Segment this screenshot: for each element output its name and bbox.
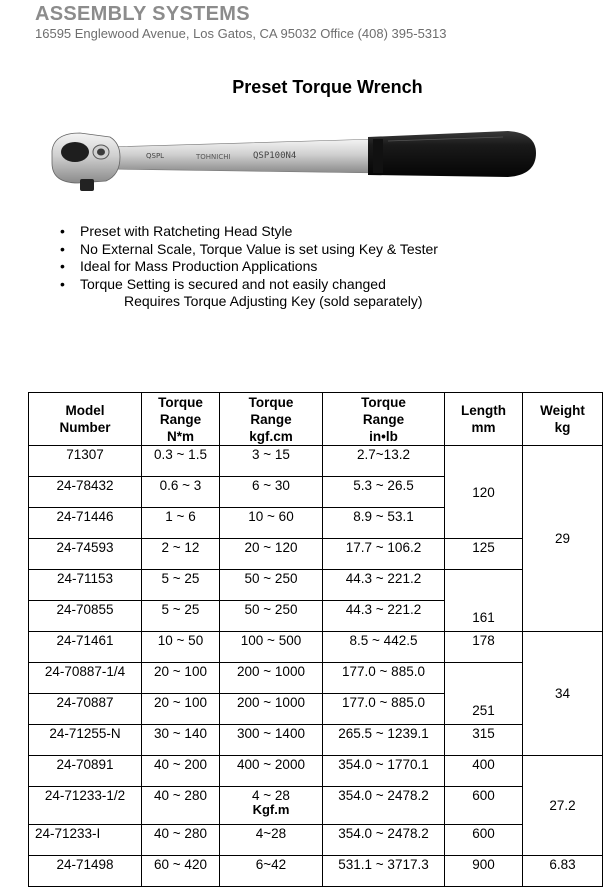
cell-length: 900 — [445, 856, 523, 887]
table-row — [29, 756, 603, 787]
cell-weight: 27.2 — [523, 756, 603, 856]
cell-kgf: 10 ~ 60 — [220, 508, 323, 539]
feature-item: • Torque Setting is secured and not easily changed — [60, 275, 386, 292]
torque-wrench-image — [48, 125, 538, 200]
cell-nm: 20 ~ 100 — [142, 694, 220, 725]
cell-kgf: 200 ~ 1000 — [220, 663, 323, 694]
table-row — [29, 725, 603, 756]
bullet-icon: • — [60, 258, 65, 274]
table-row — [29, 663, 603, 694]
cell-kgf: 6~42 — [220, 856, 323, 887]
cell-length: 315 — [445, 725, 523, 756]
cell-inlb: 5.3 ~ 26.5 — [323, 477, 445, 508]
cell-nm: 30 ~ 140 — [142, 725, 220, 756]
table-row — [29, 856, 603, 887]
cell-kgf: 6 ~ 30 — [220, 477, 323, 508]
feature-note: Requires Torque Adjusting Key (sold separately) — [124, 293, 423, 309]
cell-kgf: 50 ~ 250 — [220, 601, 323, 632]
cell-model: 71307 — [29, 446, 142, 477]
cell-length: 600 — [445, 787, 523, 825]
table-header-row — [29, 393, 603, 446]
cell-length: 125 — [445, 539, 523, 570]
cell-inlb: 8.5 ~ 442.5 — [323, 632, 445, 663]
wrench-badge-text: QSPL — [146, 152, 165, 160]
cell-length: 178 — [445, 632, 523, 663]
cell-kgf: 300 ~ 1400 — [220, 725, 323, 756]
cell-nm: 40 ~ 280 — [142, 825, 220, 856]
cell-inlb: 8.9 ~ 53.1 — [323, 508, 445, 539]
cell-kgf: 20 ~ 120 — [220, 539, 323, 570]
cell-nm: 60 ~ 420 — [142, 856, 220, 887]
kgf-unit-label: Kgf.m — [252, 802, 290, 817]
cell-model: 24-70887-1/4 — [29, 663, 142, 694]
cell-length: 251 — [445, 663, 523, 725]
header-torque-inlb: Torque Range in•lb — [323, 393, 445, 446]
cell-nm: 5 ~ 25 — [142, 570, 220, 601]
cell-nm: 40 ~ 200 — [142, 756, 220, 787]
cell-inlb: 44.3 ~ 221.2 — [323, 601, 445, 632]
header-model: Model Number — [29, 393, 142, 446]
feature-item: • No External Scale, Torque Value is set using Key & Tester — [60, 240, 438, 257]
company-name: ASSEMBLY SYSTEMS — [35, 3, 250, 25]
cell-model: 24-74593 — [29, 539, 142, 570]
bullet-icon: • — [60, 240, 65, 257]
cell-model: 24-71233-I — [29, 825, 142, 856]
cell-length: 400 — [445, 756, 523, 787]
cell-inlb: 354.0 ~ 2478.2 — [323, 825, 445, 856]
cell-kgf: 100 ~ 500 — [220, 632, 323, 663]
cell-model: 24-70855 — [29, 601, 142, 632]
table-row — [29, 446, 603, 477]
cell-model: 24-71498 — [29, 856, 142, 887]
cell-nm: 0.3 ~ 1.5 — [142, 446, 220, 477]
cell-nm: 40 ~ 280 — [142, 787, 220, 825]
cell-weight: 6.83 — [523, 856, 603, 887]
cell-kgf: 50 ~ 250 — [220, 570, 323, 601]
cell-kgf: 200 ~ 1000 — [220, 694, 323, 725]
header-weight: Weight kg — [523, 393, 603, 446]
header-torque-kgf: Torque Range kgf.cm — [220, 393, 323, 446]
cell-inlb: 177.0 ~ 885.0 — [323, 663, 445, 694]
cell-inlb: 531.1 ~ 3717.3 — [323, 856, 445, 887]
feature-list — [60, 223, 438, 311]
cell-nm: 5 ~ 25 — [142, 601, 220, 632]
cell-kgf: 400 ~ 2000 — [220, 756, 323, 787]
table-row — [29, 787, 603, 825]
cell-weight: 34 — [523, 632, 603, 756]
cell-inlb: 44.3 ~ 221.2 — [323, 570, 445, 601]
feature-item: • Preset with Ratcheting Head Style — [60, 223, 293, 239]
table-row — [29, 825, 603, 856]
cell-weight: 29 — [523, 446, 603, 632]
cell-length: 600 — [445, 825, 523, 856]
table-row — [29, 570, 603, 601]
feature-item: • Ideal for Mass Production Applications — [60, 258, 318, 274]
cell-model: 24-70887 — [29, 694, 142, 725]
cell-kgf: 3 ~ 15 — [220, 446, 323, 477]
cell-inlb: 177.0 ~ 885.0 — [323, 694, 445, 725]
spec-table — [28, 392, 603, 887]
table-row — [29, 539, 603, 570]
cell-nm: 0.6 ~ 3 — [142, 477, 220, 508]
bullet-icon: • — [60, 223, 65, 239]
cell-nm: 10 ~ 50 — [142, 632, 220, 663]
cell-inlb: 354.0 ~ 2478.2 — [323, 787, 445, 825]
cell-inlb: 354.0 ~ 1770.1 — [323, 756, 445, 787]
cell-model: 24-78432 — [29, 477, 142, 508]
cell-nm: 2 ~ 12 — [142, 539, 220, 570]
cell-length: 120 — [445, 446, 523, 539]
header-length: Length mm — [445, 393, 523, 446]
cell-inlb: 265.5 ~ 1239.1 — [323, 725, 445, 756]
header-torque-nm: Torque Range N*m — [142, 393, 220, 446]
cell-kgf: 4~28 — [220, 825, 323, 856]
cell-model: 24-70891 — [29, 756, 142, 787]
cell-inlb: 17.7 ~ 106.2 — [323, 539, 445, 570]
wrench-brand-text: TOHNICHI — [196, 153, 231, 161]
company-address: 16595 Englewood Avenue, Los Gatos, CA 95032 Office (408) 395-5313 — [35, 26, 447, 41]
bullet-icon: • — [60, 275, 65, 292]
wrench-model-text: QSP100N4 — [253, 151, 297, 161]
cell-model: 24-71233-1/2 — [29, 787, 142, 825]
cell-model: 24-71153 — [29, 570, 142, 601]
cell-kgf: 4 ~ 28 Kgf.m — [220, 787, 323, 825]
cell-length: 161 — [445, 570, 523, 632]
page-title: Preset Torque Wrench — [232, 77, 423, 97]
cell-model: 24-71446 — [29, 508, 142, 539]
cell-model: 24-71461 — [29, 632, 142, 663]
cell-model: 24-71255-N — [29, 725, 142, 756]
table-row — [29, 632, 603, 663]
cell-nm: 20 ~ 100 — [142, 663, 220, 694]
cell-nm: 1 ~ 6 — [142, 508, 220, 539]
cell-inlb: 2.7~13.2 — [323, 446, 445, 477]
